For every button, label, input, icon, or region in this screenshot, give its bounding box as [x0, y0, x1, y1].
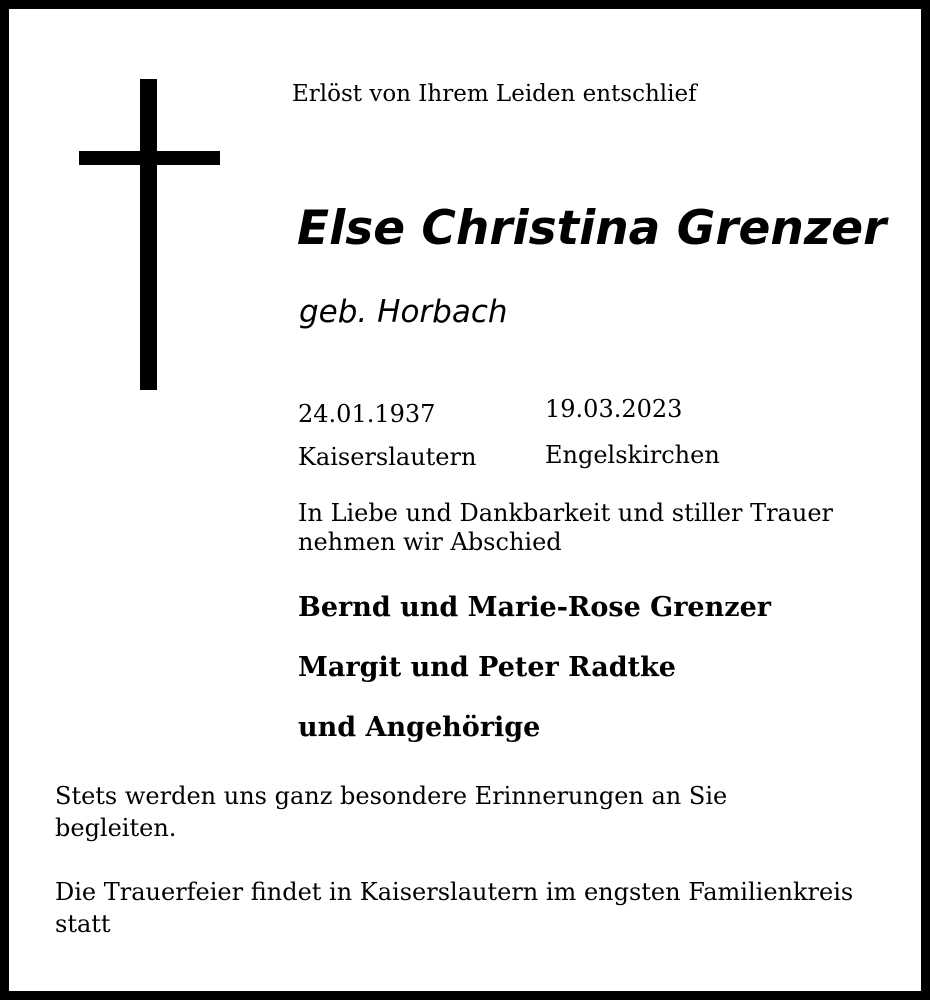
birth-name: geb. Horbach: [299, 294, 508, 330]
death-date: 19.03.2023: [545, 395, 683, 423]
birth-place: Kaiserslautern: [298, 443, 477, 471]
birth-date: 24.01.1937: [298, 400, 436, 428]
funeral-service-text: Die Trauerfeier findet in Kaiserslautern im engsten Familienkreis statt: [55, 878, 854, 938]
deceased-name: Else Christina Grenzer: [297, 201, 887, 256]
cross-vertical-bar: [140, 79, 157, 390]
intro-line: Erlöst von Ihrem Leiden entschlief: [292, 81, 697, 107]
mourning-text: In Liebe und Dankbarkeit und stiller Trauer nehmen wir Abschied: [298, 499, 833, 556]
family-line: Bernd und Marie-Rose Grenzer: [298, 592, 771, 623]
family-line: und Angehörige: [298, 712, 541, 743]
remembrance-text: Stets werden uns ganz besondere Erinnerungen an Sie begleiten.: [55, 782, 728, 842]
cross-horizontal-bar: [79, 151, 220, 165]
family-line: Margit und Peter Radtke: [298, 652, 676, 683]
death-place: Engelskirchen: [545, 441, 720, 469]
